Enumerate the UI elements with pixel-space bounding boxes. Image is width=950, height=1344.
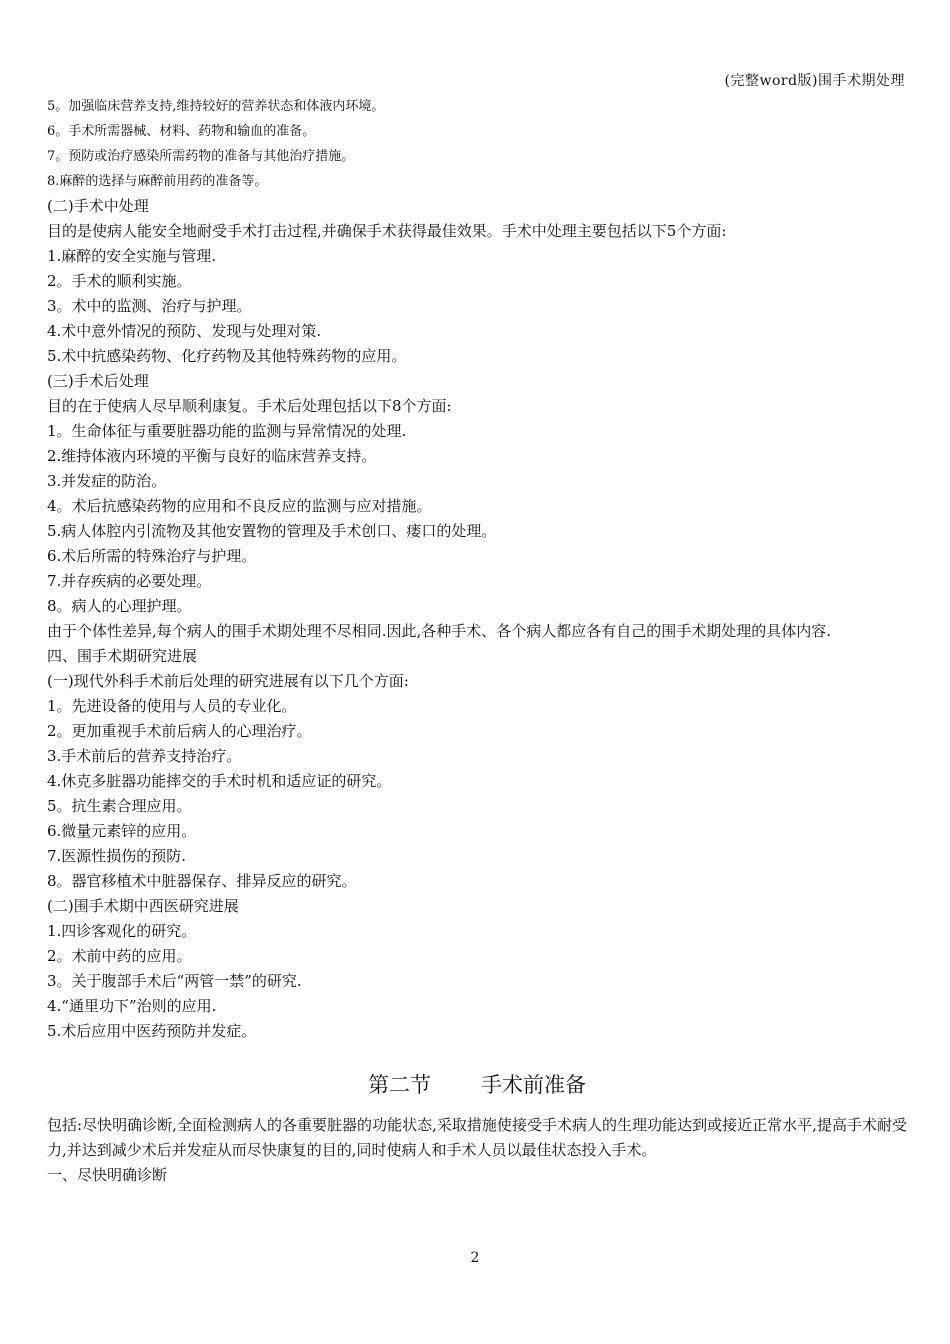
running-header: (完整word版)围手术期处理 <box>724 73 905 89</box>
list-item: 8。器官移植术中脏器保存、排异反应的研究。 <box>47 872 357 890</box>
list-item: 6.术后所需的特殊治疗与护理。 <box>47 547 257 565</box>
prep-list-continued <box>47 94 907 194</box>
list-item: 5。加强临床营养支持,维持较好的营养状态和体液内环境。 <box>47 99 385 114</box>
list-item: 4。术后抗感染药物的应用和不良反应的监测与应对措施。 <box>47 497 432 515</box>
list-item: 5.术中抗感染药物、化疗药物及其他特殊药物的应用。 <box>47 347 407 365</box>
section-number: 第二节 <box>368 1073 431 1097</box>
heading-diagnosis: 一、尽快明确诊断 <box>47 1166 168 1184</box>
research-progress-section <box>47 644 907 1044</box>
list-item: 7.并存疾病的必要处理。 <box>47 572 212 590</box>
list-item: 5.术后应用中医药预防并发症。 <box>47 1022 257 1040</box>
list-item: 4.“通里功下”治则的应用. <box>47 997 217 1015</box>
subheading-intraop: (二)手术中处理 <box>47 197 149 215</box>
list-item: 1.麻醉的安全实施与管理. <box>47 247 217 265</box>
list-item: 8.麻醉的选择与麻醉前用药的准备等。 <box>47 174 268 189</box>
subheading-postop: (三)手术后处理 <box>47 372 149 390</box>
heading-research: 四、围手术期研究进展 <box>47 647 198 665</box>
list-item: 3.手术前后的营养支持治疗。 <box>47 747 242 765</box>
paragraph-line: 目的在于使病人尽早顺利康复。手术后处理包括以下8个方面: <box>47 397 452 415</box>
list-item: 1。生命体征与重要脏器功能的监测与异常情况的处理. <box>47 422 407 440</box>
list-item: 6。手术所需器械、材料、药物和输血的准备。 <box>47 124 316 139</box>
section-title <box>47 1070 907 1100</box>
list-item: 4.休克多脏器功能摔交的手术时机和适应证的研究。 <box>47 772 392 790</box>
list-item: 1。先进设备的使用与人员的专业化。 <box>47 697 297 715</box>
subheading-tcm: (二)围手术期中西医研究进展 <box>47 897 239 915</box>
paragraph-individual-difference: 由于个体性差异,每个病人的围手术期处理不尽相同.因此,各种手术、各个病人都应各有自己的围手术期处理的具体内容. <box>47 622 832 640</box>
list-item: 5.病人体腔内引流物及其他安置物的管理及手术创口、瘘口的处理。 <box>47 522 497 540</box>
paragraph-line: 目的是使病人能安全地耐受手术打击过程,并确保手术获得最佳效果。手术中处理主要包括以下5个方面: <box>47 222 727 240</box>
page-number: 2 <box>470 1250 480 1266</box>
list-item: 5。抗生素合理应用。 <box>47 797 192 815</box>
list-item: 3。术中的监测、治疗与护理。 <box>47 297 252 315</box>
list-item: 2.维持体液内环境的平衡与良好的临床营养支持。 <box>47 447 377 465</box>
list-item: 2。手术的顺利实施。 <box>47 272 192 290</box>
list-item: 6.微量元素锌的应用。 <box>47 822 197 840</box>
list-item: 4.术中意外情况的预防、发现与处理对策. <box>47 322 322 340</box>
subheading-modern: (一)现代外科手术前后处理的研究进展有以下几个方面: <box>47 672 409 690</box>
intraop-postop-section <box>47 194 907 619</box>
list-item: 2。术前中药的应用。 <box>47 947 192 965</box>
list-item: 7。预防或治疗感染所需药物的准备与其他治疗措施。 <box>47 149 355 164</box>
list-item: 8。病人的心理护理。 <box>47 597 192 615</box>
list-item: 2。更加重视手术前后病人的心理治疗。 <box>47 722 312 740</box>
list-item: 1.四诊客观化的研究。 <box>47 922 197 940</box>
list-item: 3.并发症的防治。 <box>47 472 167 490</box>
list-item: 3。关于腹部手术后“两管一禁”的研究. <box>47 972 302 990</box>
section-heading: 手术前准备 <box>481 1073 586 1097</box>
document-body <box>47 94 907 1188</box>
paragraph-include: 包括:尽快明确诊断,全面检测病人的各重要脏器的功能状态,采取措施使接受手术病人的生理功能达到或接近正常水平,提高手术耐受力,并达到减少术后并发症从而尽快康复的目的,同时使病人和手术人员以最佳状态投入手术。 <box>47 1116 907 1159</box>
list-item: 7.医源性损伤的预防. <box>47 847 187 865</box>
